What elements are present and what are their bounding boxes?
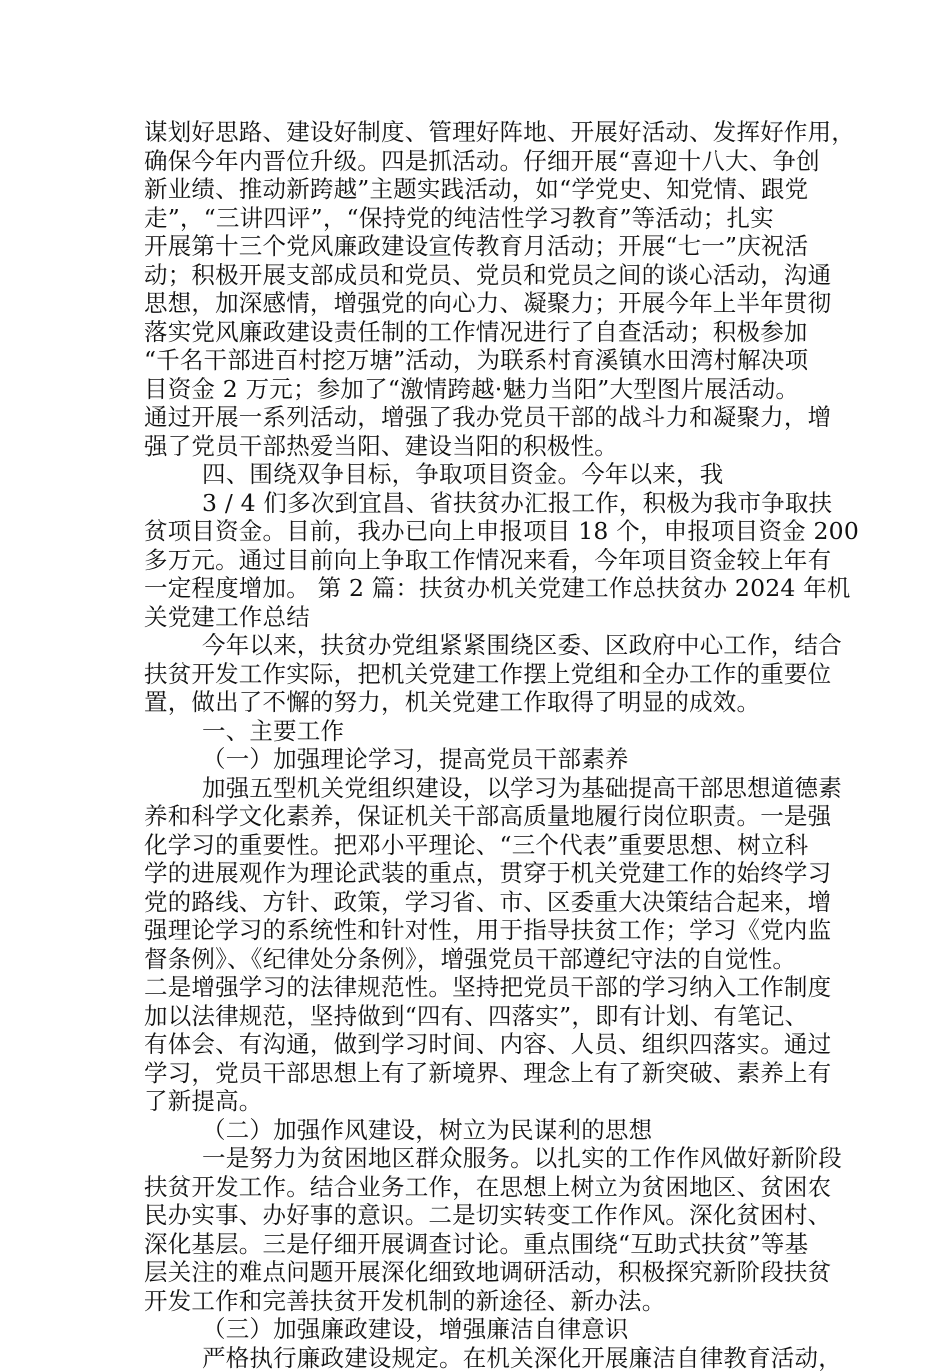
text-line: 强了党员干部热爱当阳、建设当阳的积极性。: [144, 432, 824, 461]
text-line: 落实党风廉政建设责任制的工作情况进行了自查活动；积极参加: [144, 318, 824, 347]
text-line: 强理论学习的系统性和针对性，用于指导扶贫工作；学习《党内监: [144, 916, 824, 945]
text-line: 一定程度增加。 第 2 篇：扶贫办机关党建工作总扶贫办 2024 年机: [144, 574, 824, 603]
text-line: 化学习的重要性。把邓小平理论、“三个代表”重要思想、树立科: [144, 831, 824, 860]
text-line: 一是努力为贫困地区群众服务。以扎实的工作作风做好新阶段: [144, 1144, 824, 1173]
text-line: 多万元。通过目前向上争取工作情况来看，今年项目资金较上年有: [144, 546, 824, 575]
text-line: 加以法律规范，坚持做到“四有、四落实”，即有计划、有笔记、: [144, 1002, 824, 1031]
text-line: 层关注的难点问题开展深化细致地调研活动，积极探究新阶段扶贫: [144, 1258, 824, 1287]
text-line: 严格执行廉政建设规定。在机关深化开展廉洁自律教育活动，: [144, 1344, 824, 1372]
text-line: 一、主要工作: [144, 717, 824, 746]
text-line: （一）加强理论学习，提高党员干部素养: [144, 745, 824, 774]
text-line: 党的路线、方针、政策，学习省、市、区委重大决策结合起来，增: [144, 888, 824, 917]
text-line: 目资金 2 万元；参加了“激情跨越·魅力当阳”大型图片展活动。: [144, 375, 824, 404]
text-line: 动；积极开展支部成员和党员、党员和党员之间的谈心活动，沟通: [144, 261, 824, 290]
text-line: 置，做出了不懈的努力，机关党建工作取得了明显的成效。: [144, 688, 824, 717]
text-line: 深化基层。三是仔细开展调查讨论。重点围绕“互助式扶贫”等基: [144, 1230, 824, 1259]
text-line: 新业绩、推动新跨越”主题实践活动，如“学党史、知党情、跟党: [144, 175, 824, 204]
text-line: “千名干部进百村挖万塘”活动，为联系村育溪镇水田湾村解决项: [144, 346, 824, 375]
text-line: 通过开展一系列活动，增强了我办党员干部的战斗力和凝聚力，增: [144, 403, 824, 432]
text-line: 学的进展观作为理论武装的重点，贯穿于机关党建工作的始终学习: [144, 859, 824, 888]
text-line: 确保今年内晋位升级。四是抓活动。仔细开展“喜迎十八大、争创: [144, 147, 824, 176]
text-line: （三）加强廉政建设，增强廉洁自律意识: [144, 1315, 824, 1344]
text-line: 扶贫开发工作。结合业务工作，在思想上树立为贫困地区、贫困农: [144, 1173, 824, 1202]
text-line: 养和科学文化素养，保证机关干部高质量地履行岗位职责。一是强: [144, 802, 824, 831]
text-line: 民办实事、办好事的意识。二是切实转变工作作风。深化贫困村、: [144, 1201, 824, 1230]
text-line: 开展第十三个党风廉政建设宣传教育月活动；开展“七一”庆祝活: [144, 232, 824, 261]
text-line: 扶贫开发工作实际，把机关党建工作摆上党组和全办工作的重要位: [144, 660, 824, 689]
text-line: 四、围绕双争目标，争取项目资金。今年以来，我: [144, 460, 824, 489]
text-line: 今年以来，扶贫办党组紧紧围绕区委、区政府中心工作，结合: [144, 631, 824, 660]
text-line: 谋划好思路、建设好制度、管理好阵地、开展好活动、发挥好作用，: [144, 118, 824, 147]
text-line: 3 / 4 们多次到宜昌、省扶贫办汇报工作，积极为我市争取扶: [144, 489, 824, 518]
text-line: （二）加强作风建设，树立为民谋利的思想: [144, 1116, 824, 1145]
text-line: 走”，“三讲四评”，“保持党的纯洁性学习教育”等活动；扎实: [144, 204, 824, 233]
text-line: 思想，加深感情，增强党的向心力、凝聚力；开展今年上半年贯彻: [144, 289, 824, 318]
text-line: 二是增强学习的法律规范性。坚持把党员干部的学习纳入工作制度: [144, 973, 824, 1002]
text-line: 加强五型机关党组织建设，以学习为基础提高干部思想道德素: [144, 774, 824, 803]
text-line: 督条例》、《纪律处分条例》，增强党员干部遵纪守法的自觉性。: [144, 945, 824, 974]
text-line: 了新提高。: [144, 1087, 824, 1116]
text-line: 关党建工作总结: [144, 603, 824, 632]
text-line: 贫项目资金。目前，我办已向上申报项目 18 个，申报项目资金 200: [144, 517, 824, 546]
text-line: 开发工作和完善扶贫开发机制的新途径、新办法。: [144, 1287, 824, 1316]
text-line: 有体会、有沟通，做到学习时间、内容、人员、组织四落实。通过: [144, 1030, 824, 1059]
document-body: [144, 118, 824, 1372]
text-line: 学习，党员干部思想上有了新境界、理念上有了新突破、素养上有: [144, 1059, 824, 1088]
